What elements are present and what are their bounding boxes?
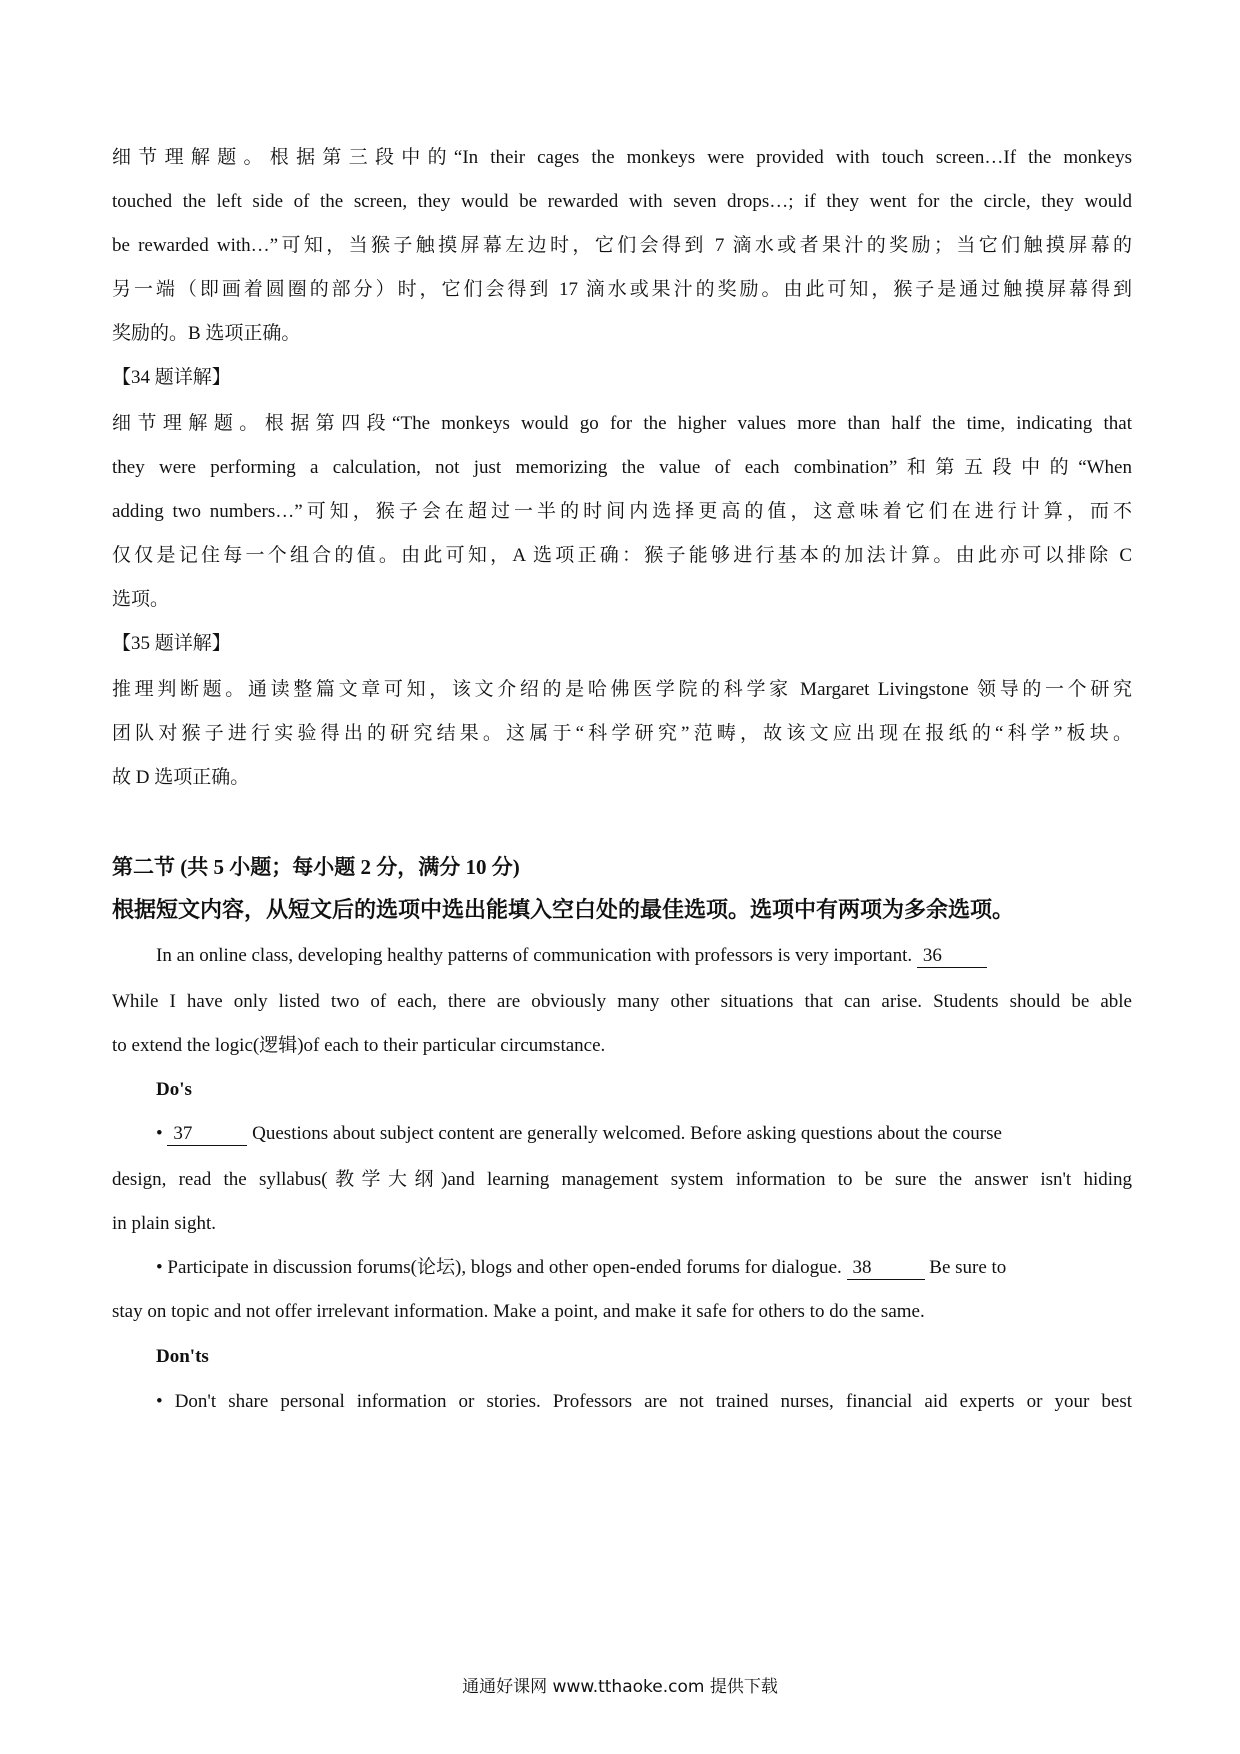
- explanation-34-line-3: adding two numbers…”可知，猴子会在超过一半的时间内选择更高的值，这意味着它们在进行计算，而不: [112, 501, 1132, 522]
- explanation-34-line-5: 选项。: [112, 589, 170, 610]
- bullet-1-line-1: [156, 1122, 1132, 1146]
- explanation-35-line-2: 团队对猴子进行实验得出的研究结果。这属于“科学研究”范畴，故该文应出现在报纸的“科学”板块。: [112, 723, 1132, 744]
- donts-heading: Don'ts: [156, 1346, 209, 1367]
- explanation-33-line-2: touched the left side of the screen, they would be rewarded with seven drops…; if they went for the circle, they would: [112, 191, 1132, 212]
- bullet-2-text: • Participate in discussion forums(论坛), blogs and other open-ended forums for dialogue.: [156, 1257, 842, 1278]
- explanation-35-line-1: 推理判断题。通读整篇文章可知，该文介绍的是哈佛医学院的科学家 Margaret Livingstone 领导的一个研究: [112, 679, 1132, 700]
- explanation-34-heading: 【34 题详解】: [112, 367, 231, 388]
- explanation-34-line-1: 细节理解题。根据第四段“The monkeys would go for the higher values more than half the time, indicating that: [112, 413, 1132, 434]
- bullet-1-line-3: in plain sight.: [112, 1213, 216, 1234]
- bullet-3-line-1: • Don't share personal information or stories. Professors are not trained nurses, financial aid experts or your best: [156, 1391, 1132, 1412]
- passage-intro-line-2: While I have only listed two of each, there are obviously many other situations that can arise. Students should be able: [112, 991, 1132, 1012]
- bullet-2-line-2: stay on topic and not offer irrelevant information. Make a point, and make it safe for others to do the same.: [112, 1301, 925, 1322]
- blank-36[interactable]: 36: [917, 945, 987, 968]
- section-2-instruction: 根据短文内容，从短文后的选项中选出能填入空白处的最佳选项。选项中有两项为多余选项。: [112, 897, 1015, 922]
- bullet-1-text: Questions about subject content are generally welcomed. Before asking questions about the course: [252, 1123, 1002, 1144]
- bullet-marker: •: [156, 1123, 163, 1144]
- bullet-1-line-2: design, read the syllabus(教学大纲)and learning management system information to be sure the answer isn't hiding: [112, 1169, 1132, 1190]
- blank-37[interactable]: 37: [167, 1123, 247, 1146]
- bullet-2-text-end: Be sure to: [929, 1257, 1007, 1278]
- explanation-35-heading: 【35 题详解】: [112, 633, 231, 654]
- section-2-title: 第二节 (共 5 小题；每小题 2 分，满分 10 分): [112, 855, 520, 879]
- passage-intro-line-3: to extend the logic(逻辑)of each to their particular circumstance.: [112, 1035, 606, 1056]
- explanation-33-line-4: 另一端（即画着圆圈的部分）时，它们会得到 17 滴水或果汁的奖励。由此可知，猴子是通过触摸屏幕得到: [112, 279, 1132, 300]
- explanation-34-line-2: they were performing a calculation, not just memorizing the value of each combination”和第五段中的“When: [112, 457, 1132, 478]
- explanation-34-line-4: 仅仅是记住每一个组合的值。由此可知，A 选项正确：猴子能够进行基本的加法计算。由此亦可以排除 C: [112, 545, 1132, 566]
- bullet-2-line-1: [156, 1256, 1132, 1280]
- explanation-33-line-3: be rewarded with…”可知，当猴子触摸屏幕左边时，它们会得到 7 滴水或者果汁的奖励；当它们触摸屏幕的: [112, 235, 1132, 256]
- dos-heading: Do's: [156, 1079, 192, 1100]
- page-footer: 通通好课网 www.tthaoke.com 提供下载: [462, 1677, 778, 1697]
- passage-intro-text: In an online class, developing healthy patterns of communication with professors is very important.: [156, 945, 913, 966]
- blank-38[interactable]: 38: [847, 1257, 925, 1280]
- explanation-33-line-5: 奖励的。B 选项正确。: [112, 323, 301, 344]
- explanation-35-line-3: 故 D 选项正确。: [112, 767, 250, 788]
- passage-intro-line-1: [156, 944, 1132, 968]
- explanation-33-line-1: 细节理解题。根据第三段中的“In their cages the monkeys were provided with touch screen…If the monkeys: [112, 147, 1132, 168]
